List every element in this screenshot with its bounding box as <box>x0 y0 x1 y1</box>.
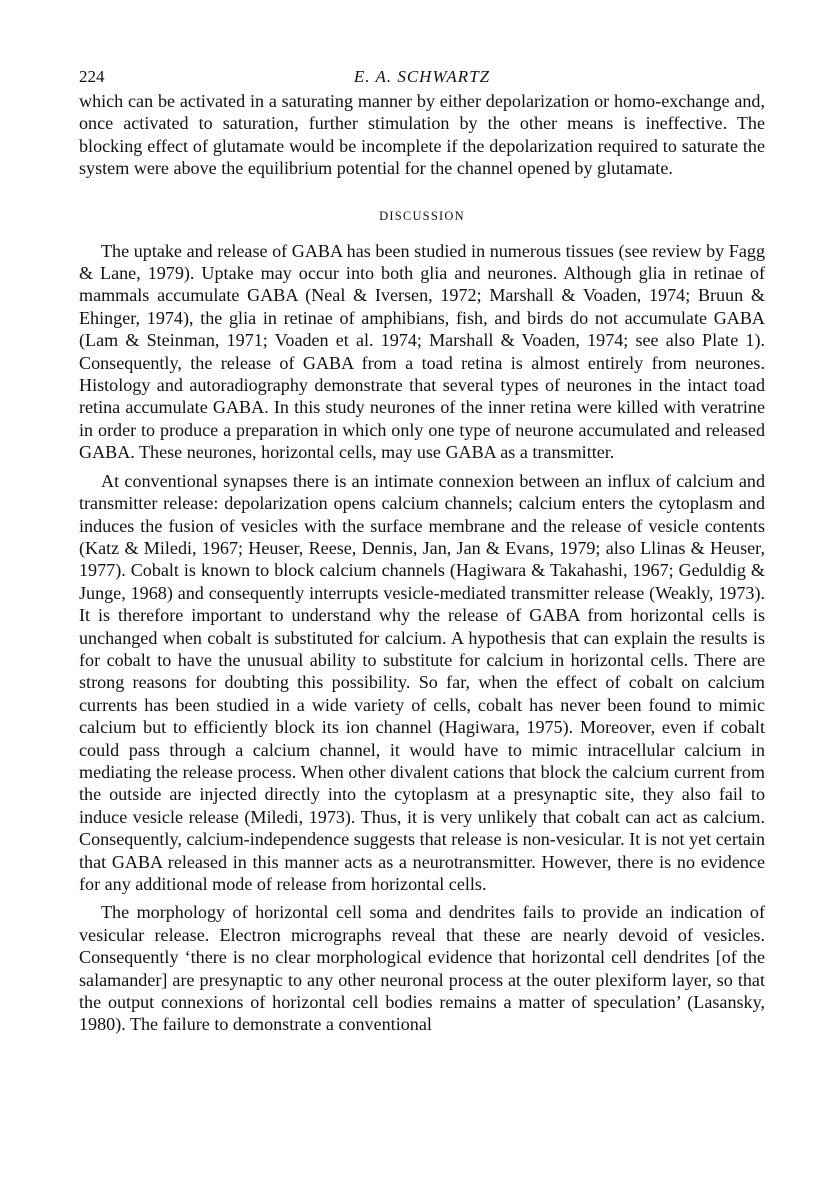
paragraph-morphology: The morphology of horizontal cell soma and dendrites fails to provide an indication of vesicular release. Electron micrographs reveal that these are nearly devoid of vesicles. Consequently ‘there is no clear morphological evidence that horizontal cell dendrites [of the salamander] are presynaptic to any other neuronal process at the outer plexiform layer, so that the output connexions of horizontal cell bodies remains a matter of speculation’ (Lasansky, 1980). The failure to demonstrate a conventional <box>79 902 765 1035</box>
paragraph-gaba-uptake: The uptake and release of GABA has been studied in numerous tissues (see review by Fagg & Lane, 1979). Uptake may occur into both glia and neurones. Although glia in retinae of mammals accumulate GABA (Neal & Iversen, 1972; Marshall & Voaden, 1974; Bruun & Ehinger, 1974), the glia in retinae of amphibians, fish, and birds do not accumulate GABA (Lam & Steinman, 1971; Voaden et al. 1974; Marshall & Voaden, 1974; see also Plate 1). Consequently, the release of GABA from a toad retina is almost entirely from neurones. Histology and autoradiography demonstrate that several types of neurones in the intact toad retina accumulate GABA. In this study neurones of the inner retina were killed with veratrine in order to produce a preparation in which only one type of neurone accumulated and released GABA. These neurones, horizontal cells, may use GABA as a transmitter. <box>79 240 765 463</box>
running-head <box>79 64 765 90</box>
page-number: 224 <box>79 67 105 86</box>
section-heading-discussion: DISCUSSION <box>379 208 465 223</box>
running-title: E. A. SCHWARTZ <box>353 67 491 86</box>
journal-page <box>79 64 765 1036</box>
continued-paragraph: which can be activated in a saturating manner by either depolarization or homo-exchange and, once activated to saturation, further stimulation by the other means is ineffective. The blocking effect of glutamate would be incomplete if the depolarization required to saturate the system were above the equilibrium potential for the channel opened by glutamate. <box>79 91 765 179</box>
paragraph-calcium-release: At conventional synapses there is an intimate connexion between an influx of calcium and transmitter release: depolarization opens calcium channels; calcium enters the cytoplasm and induces the fusion of vesicles with the surface membrane and the release of vesicle contents (Katz & Miledi, 1967; Heuser, Reese, Dennis, Jan, Jan & Evans, 1979; also Llinas & Heuser, 1977). Cobalt is known to block calcium channels (Hagiwara & Takahashi, 1967; Geduldig & Junge, 1968) and consequently interrupts vesicle-mediated transmitter release (Weakly, 1973). It is therefore important to understand why the release of GABA from horizontal cells is unchanged when cobalt is substituted for calcium. A hypothesis that can explain the results is for cobalt to have the unusual ability to substitute for calcium in horizontal cells. There are strong reasons for doubting this possibility. So far, when the effect of cobalt on calcium currents has been studied in a wide variety of cells, cobalt has never been found to mimic calcium but to efficiently block its ion channel (Hagiwara, 1975). Moreover, even if cobalt could pass through a calcium channel, it would have to mimic intracellular calcium in mediating the release process. When other divalent cations that block the calcium current from the outside are injected directly into the cytoplasm at a presynaptic site, they also fail to induce vesicle release (Miledi, 1973). Thus, it is very unlikely that cobalt can act as calcium. Consequently, calcium-independence suggests that release is non-vesicular. It is not yet certain that GABA released in this manner acts as a neurotransmitter. However, there is no evidence for any additional mode of release from horizontal cells. <box>79 470 765 894</box>
